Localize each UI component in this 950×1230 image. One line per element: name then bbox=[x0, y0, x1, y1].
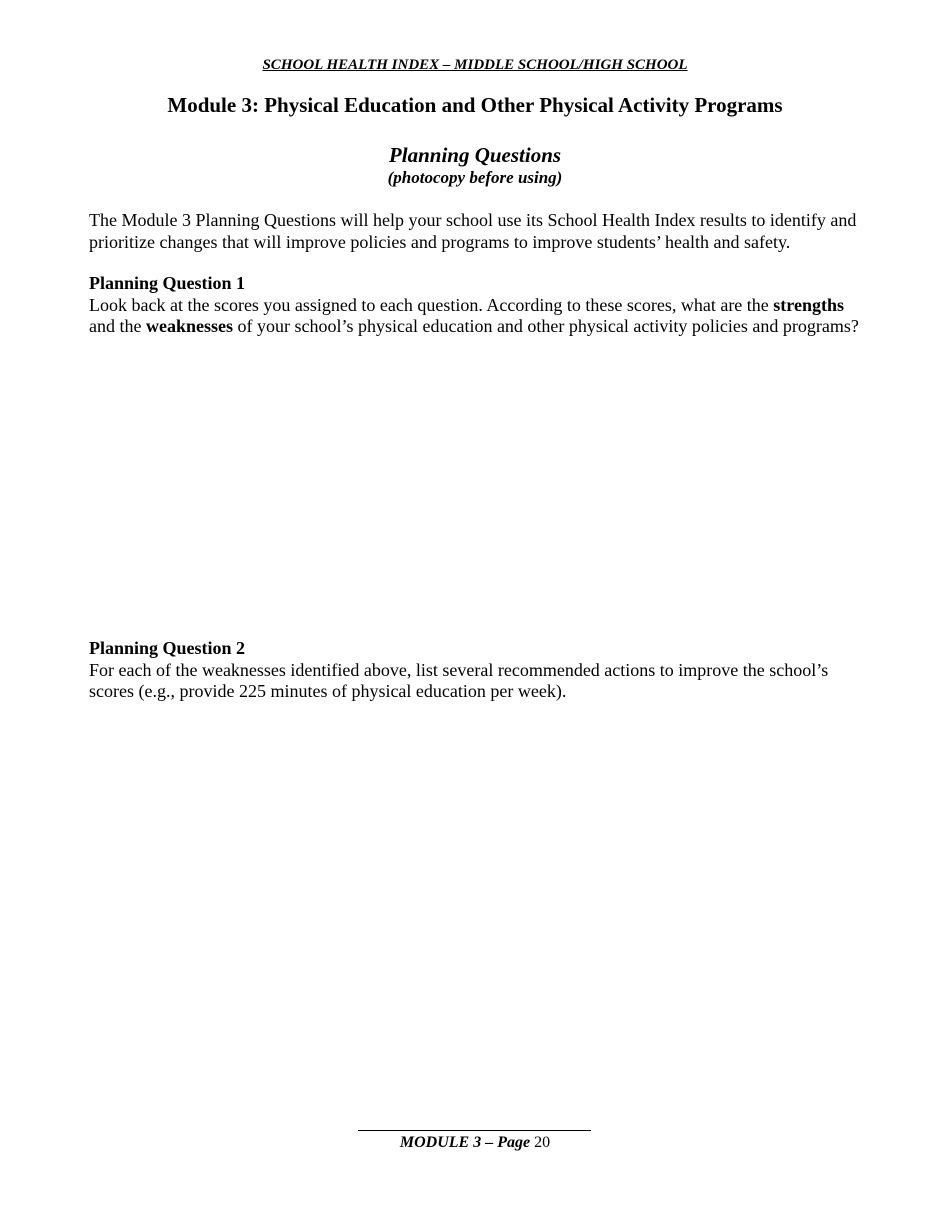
footer-module-label: MODULE 3 – Page bbox=[399, 1134, 531, 1151]
intro-paragraph: The Module 3 Planning Questions will help your school use its School Health Index results to identify and prioritize changes that will improve policies and programs to improve students’ health and safety. bbox=[89, 210, 857, 252]
page-number: 20 bbox=[534, 1134, 551, 1151]
planning-question-1 bbox=[89, 273, 864, 338]
emphasis-strengths: strengths bbox=[773, 294, 844, 315]
question-text bbox=[89, 295, 864, 338]
question-heading: Planning Question 2 bbox=[89, 638, 246, 658]
section-title: Planning Questions bbox=[388, 143, 562, 167]
page-footer bbox=[0, 1133, 950, 1153]
module-title: Module 3: Physical Education and Other Physical Activity Programs bbox=[167, 93, 783, 117]
question-text-part: and the bbox=[89, 316, 146, 336]
question-heading: Planning Question 1 bbox=[89, 273, 246, 293]
question-text: For each of the weaknesses identified above, list several recommended actions to improve the school’s scores (e.g., provide 225 minutes of physical education per week). bbox=[89, 659, 829, 701]
question-text-part: of your school’s physical education and other physical activity policies and programs? bbox=[233, 316, 859, 336]
emphasis-weaknesses: weaknesses bbox=[145, 316, 233, 336]
section-subtitle: (photocopy before using) bbox=[387, 168, 563, 187]
planning-question-2 bbox=[89, 638, 864, 703]
footer-divider bbox=[358, 1130, 591, 1131]
running-header: SCHOOL HEALTH INDEX – MIDDLE SCHOOL/HIGH SCHOOL bbox=[262, 57, 688, 73]
question-text-part: Look back at the scores you assigned to each question. According to these scores, what are the bbox=[89, 294, 774, 315]
